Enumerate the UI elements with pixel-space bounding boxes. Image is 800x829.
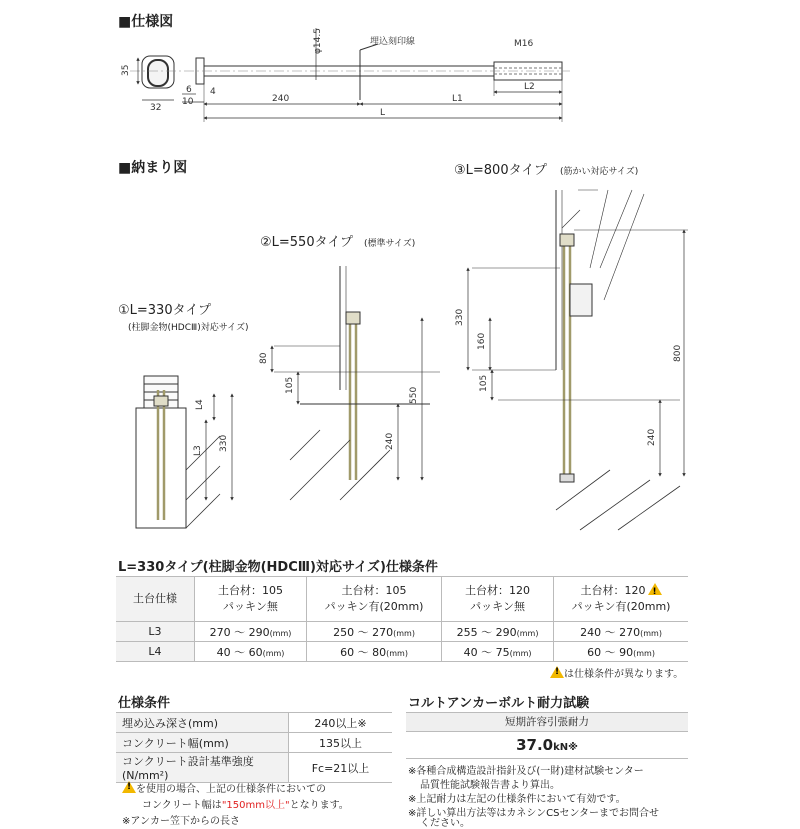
table-row (116, 577, 688, 622)
type2-dim-240: 240 (385, 432, 395, 450)
spec330-note: !は仕様条件が異なります。 (548, 665, 683, 680)
dim-35: 35 (121, 64, 131, 76)
row-label-L4: L4 (116, 642, 195, 662)
table-row (116, 753, 392, 783)
spec330-title: L=330タイプ(柱脚金物(HDCⅢ)対応サイズ)仕様条件 (118, 560, 438, 575)
type2-dim-80: 80 (259, 352, 269, 364)
engrave-mark-label: 埋込刻印線 (370, 37, 416, 47)
type2-dim-550: 550 (409, 386, 419, 404)
dim-4: 4 (210, 87, 216, 97)
cond-val-width: 135以上 (289, 733, 393, 753)
type3-dim-105: 105 (479, 374, 489, 392)
cond-val-strength: Fc=21以上 (289, 753, 393, 783)
dim-240: 240 (272, 94, 290, 104)
thread-label: M16 (514, 39, 534, 49)
type2-drawing (272, 266, 440, 500)
warning-icon (550, 666, 564, 678)
table-row (116, 733, 392, 753)
cell-L4-4: 60 ～ 90 (587, 645, 634, 659)
test-title: コルトアンカーボルト耐力試験 (408, 696, 590, 711)
conditions-title: 仕様条件 (118, 696, 171, 711)
cell-L3-3: 255 ～ 290 (456, 625, 517, 639)
cond-key-depth: 埋め込み深さ(mm) (116, 713, 289, 733)
col3-line2: パッキン無 (470, 600, 526, 613)
dim-L1: L1 (452, 94, 463, 104)
row-label-L3: L3 (116, 622, 195, 642)
cell-L4-1: 40 ～ 60 (216, 645, 263, 659)
col2-line2: パッキン有(20mm) (324, 600, 424, 613)
type3-dim-240: 240 (647, 428, 657, 446)
cell-L4-3: 40 ～ 75 (463, 645, 510, 659)
type1-dim-330: 330 (219, 434, 229, 452)
type1-dim-L4: L4 (195, 399, 205, 410)
col-header-3 (442, 577, 554, 622)
test-note-3: ※上記耐力は左記の仕様条件において有効です。 (408, 794, 626, 805)
type2-dim-105: 105 (285, 376, 295, 394)
cond-note-2: コンクリート幅は"150mm以上"となります。 (142, 800, 349, 811)
type1-drawing (136, 376, 232, 528)
row-header-base: 土台仕様 (116, 577, 195, 622)
type3-subtitle: (筋かい対応サイズ) (560, 167, 639, 177)
dim-32: 32 (150, 103, 162, 113)
table-row: L4 40 ～ 60(mm) 60 ～ 80(mm) 40 ～ 75(mm) 60 ～ 90(mm) (116, 642, 688, 662)
cond-note-1: !を使用の場合、上記の仕様条件においての (120, 780, 326, 795)
test-header: 短期許容引張耐力 (406, 712, 688, 732)
type3-drawing (468, 190, 688, 530)
cell-L3-1: 270 ～ 290 (209, 625, 270, 639)
section-fit-title: ■納まり図 (118, 160, 188, 176)
col4-line2: パッキン有(20mm) (571, 600, 671, 613)
cell-L3-4: 240 ～ 270 (580, 625, 641, 639)
test-note-1: ※各種合成構造設計指針及び(一財)建材試験センター (408, 766, 644, 777)
dim-6: 6 (186, 85, 192, 95)
col-header-1 (195, 577, 307, 622)
spec-drawing (130, 28, 570, 122)
section-spec-title: ■仕様図 (118, 14, 174, 30)
type1-title: ①L=330タイプ (118, 303, 211, 318)
col1-line2: パッキン無 (223, 600, 278, 613)
type1-dim-L3: L3 (193, 445, 203, 456)
col1-line1: 土台材：105 (217, 584, 283, 597)
table-row: L3 270 ～ 290(mm) 250 ～ 270(mm) 255 ～ 290(mm) 240 ～ 270(mm) (116, 622, 688, 642)
test-value: 37.0kN※ (406, 732, 688, 759)
type3-dim-160: 160 (477, 332, 487, 350)
col3-line1: 土台材：120 (465, 584, 531, 597)
test-box (406, 712, 688, 759)
table-row (116, 713, 392, 733)
warning-icon (122, 781, 136, 793)
col-header-2 (306, 577, 441, 622)
test-note-2: 品質性能試験報告書より算出。 (420, 780, 560, 791)
cond-note-3: ※アンカー笠下からの長さ (122, 816, 240, 827)
type3-title: ③L=800タイプ (454, 163, 547, 178)
cell-L3-2: 250 ～ 270 (333, 625, 394, 639)
cell-L4-2: 60 ～ 80 (340, 645, 387, 659)
spec330-table (116, 576, 688, 662)
warning-icon (648, 583, 662, 595)
col-header-4 (554, 577, 688, 622)
type3-dim-800: 800 (673, 344, 683, 362)
type3-dim-330: 330 (455, 308, 465, 326)
dim-10: 10 (182, 97, 194, 107)
conditions-table (116, 712, 392, 783)
type2-subtitle: (標準サイズ) (364, 239, 416, 249)
test-note-5: ください。 (420, 818, 470, 829)
col2-line1: 土台材：105 (341, 584, 407, 597)
col4-line1: 土台材：120 (580, 584, 646, 597)
cond-key-strength: コンクリート設計基準強度(N/mm²) (116, 753, 289, 783)
type1-subtitle: (柱脚金物(HDCⅢ)対応サイズ) (128, 323, 249, 333)
cond-val-depth: 240以上※ (289, 713, 393, 733)
type2-title: ②L=550タイプ (260, 235, 353, 250)
test-note-4: ※詳しい算出方法等はカネシンCSセンターまでお問合せ (408, 808, 660, 819)
dim-L: L (380, 108, 386, 118)
cond-key-width: コンクリート幅(mm) (116, 733, 289, 753)
dim-L2: L2 (524, 82, 535, 92)
dim-dia: φ14.5 (313, 28, 323, 54)
